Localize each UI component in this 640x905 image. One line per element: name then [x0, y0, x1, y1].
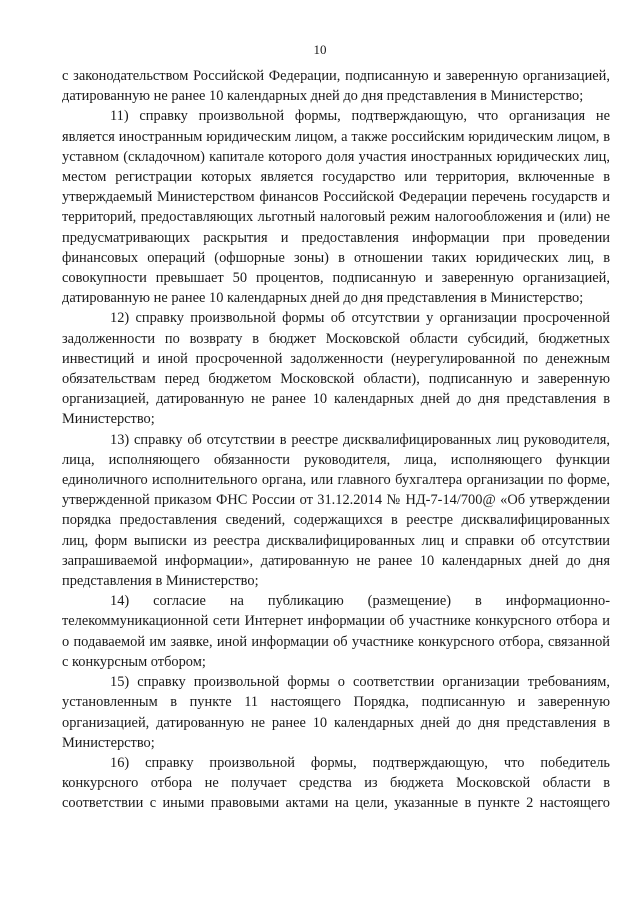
- paragraph-item-13: 13) справку об отсутствии в реестре дисквалифицированных лиц руководителя, лица, исполняющего обязанности руководителя, лица, исполняющего функции единоличного исполнительного органа, или главного бухгалтера организации по форме, утвержденной приказом ФНС России от 31.12.2014 № НД-7-14/700@ «Об утверждении порядка предоставления сведений, содержащихся в реестре дисквалифицированных лиц, форм выписки из реестра дисквалифицированных лиц и справки об отсутствии запрашиваемой информации», датированную не ранее 10 календарных дней до дня представления в Министерство;: [62, 431, 610, 590]
- page-number: 10: [313, 42, 327, 57]
- paragraph-continuation: с законодательством Российской Федерации, подписанную и заверенную организацией, датированную не ранее 10 календарных дней до дня представления в Министерство;: [62, 68, 610, 105]
- paragraph-item-11: 11) справку произвольной формы, подтверждающую, что организация не является иностранным юридическим лицом, а также российским юридическим лицом, в уставном (складочном) капитале которого доля участия иностранных юридических лиц, местом регистрации которых является государство или территория, включенные в утверждаемый Министерством финансов Российской Федерации перечень государств и территорий, предоставляющих льготный налоговый режим налогообложения и (или) не предусматривающих раскрытия и предоставления информации при проведении финансовых операций (офшорные зоны) в отношении таких юридических лиц, в совокупности превышает 50 процентов, подписанную и заверенную организацией, датированную не ранее 10 календарных дней до дня представления в Министерство;: [62, 108, 610, 307]
- paragraph-item-12: 12) справку произвольной формы об отсутствии у организации просроченной задолженности по возврату в бюджет Московской области субсидий, бюджетных инвестиций и иной просроченной задолженности (неурегулированной по денежным обязательствам перед бюджетом Московской области), подписанную и заверенную организацией, датированную не ранее 10 календарных дней до дня представления в Министерство;: [62, 310, 610, 428]
- paragraph-item-15: 15) справку произвольной формы о соответствии организации требованиям, установленным в пункте 11 настоящего Порядка, подписанную и заверенную организацией, датированную не ранее 10 календарных дней до дня представления в Министерство;: [62, 674, 610, 751]
- paragraph-item-16: 16) справку произвольной формы, подтверждающую, что победитель конкурсного отбора не получает средства из бюджета Московской области в соответствии с иными правовыми актами на цели, указанные в пункте 2 настоящего: [62, 754, 610, 812]
- document-body: [62, 66, 610, 814]
- paragraph-item-14: 14) согласие на публикацию (размещение) в информационно-телекоммуникационной сети Интернет информации об участнике конкурсного отбора и о подаваемой им заявке, иной информации об участнике конкурсного отбора, связанной с конкурсным отбором;: [62, 593, 610, 670]
